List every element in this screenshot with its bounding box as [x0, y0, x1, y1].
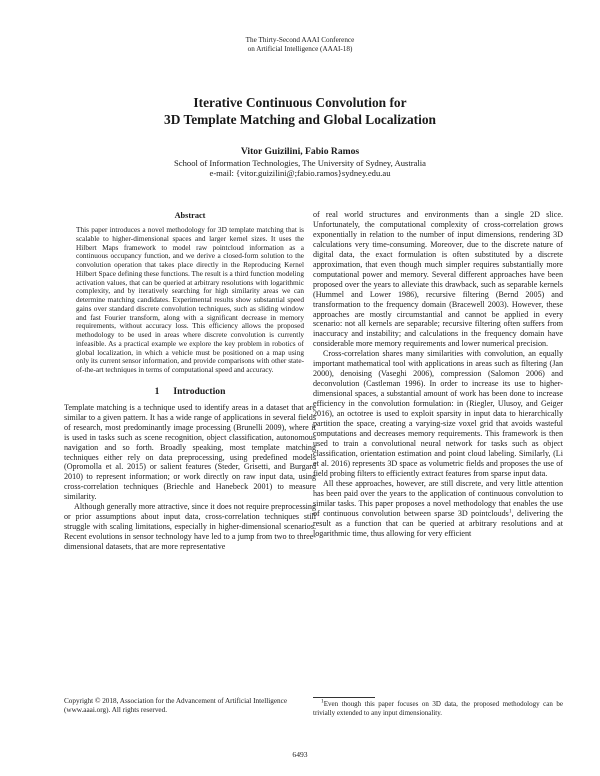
intro-paragraph-1: Template matching is a technique used to identify areas in a dataset that are similar to a given pattern. It has a wide range of applications in several fields of research, most predominantly image processing (Brunelli 2009), where it is used in tasks such as scene recognition, object classification, autonomous navigation and so forth. Broadly speaking, most template matching techniques either rely on data preprocessing, using predefined models (Opromolla et al. 2015) or salient features (Steder, Grisetti, and Burgard 2010) to represent information; or work directly on raw input data, using cross-correlation techniques (Briechle and Hanebeck 2001) to measure similarity. [64, 402, 316, 502]
right-paragraph-2: Cross-correlation shares many similarities with convolution, an equally important mathematical tool with applications in areas such as filtering (Jan 2000), denoising (Vaseghi 2006), compression (Salomon 2006) and deconvolution (Castleman 1996). In order to increase its use to higher-dimensional spaces, a substantial amount of work has been done to increase efficiency in the convolution formulation: in (Riegler, Ulusoy, and Geiger 2016), an octotree is used to exploit sparsity in input data to hierarchically partition the space, creating a varying-size voxel grid that avoids wasteful computations and decreases memory requirements. This framework is then used to train a convolutional neural network for tasks such as object classification, orientation estimation and point cloud labeling. Similarly, (Li et al. 2016) represents 3D space as volumetric fields and proposes the use of field probing filters to efficiently extract features from sparse input data. [313, 349, 563, 478]
footnote-marker[interactable]: 1 [508, 507, 512, 514]
p3-text-after: , delivering the result as a function that can be queried at arbitrary resolutions and at logarithmic time, thus allowing for very efficient [313, 508, 563, 538]
intro-paragraph-2: Although generally more attractive, since it does not require preprocessing or prior assumptions about input data, cross-correlation techniques still struggle with scaling limitations, especially in higher-dimensional scenarios. Recent evolutions in sensor technology have led to a jump from two to three-dimensional datasets, that are more representative [64, 502, 316, 552]
footnote-text: Even though this paper focuses on 3D data, the proposed methodology can be trivially extended to any input dimensionality. [313, 700, 563, 717]
section-number: 1 [154, 385, 160, 397]
paper-title [0, 95, 600, 128]
footnote-number: 1 [321, 698, 324, 705]
title-line-1: Iterative Continuous Convolution for [193, 95, 407, 110]
section-title: Introduction [173, 385, 226, 397]
conference-line-1: The Thirty-Second AAAI Conference [245, 36, 355, 44]
left-column [64, 211, 316, 552]
page-number: 6493 [292, 750, 308, 759]
right-paragraph-1: of real world structures and environments than a single 2D slice. Unfortunately, the computational complexity of cross-correlation grows exponentially in relation to the number of input dimensions, rendering 3D calculations very time-consuming. Moreover, due to the discrete nature of digital data, the exact formulation is often substituted by a discrete approximation, that even though much simpler requires substantially more computational power and memory. Several different approaches have been proposed over the years to alleviate this drawback, such as separable kernels (Hummel and Lower 1986), recursive filtering (Bernd 2005) and transformation to the frequency domain (Bracewell 2003). However, these approaches are mostly circumstantial and cannot be applied in every scenario: not all kernels are separable; recursive filtering often suffers from inaccuracy and instability; and calculations in the frequency domain have considerable more memory requirements and lower numerical precision. [313, 210, 563, 349]
affiliation: School of Information Technologies, The University of Sydney, Australia [174, 158, 426, 168]
footnote [313, 700, 563, 718]
right-paragraph-3 [313, 479, 563, 539]
conference-line-2: on Artificial Intelligence (AAAI-18) [247, 44, 353, 53]
authors: Vitor Guizilini, Fabio Ramos [240, 146, 360, 157]
copyright-notice: Copyright © 2018, Association for the Advancement of Artificial Intelligence (www.aaai.org). All rights reserved. [64, 697, 288, 714]
intro-heading [64, 386, 316, 398]
p3-text-before: All these approaches, however, are still discrete, and very little attention has been paid over the years to the application of continuous convolution to similar tasks. This paper proposes a novel methodology that enables the use of continuous convolution between sparse 3D pointclouds [313, 478, 563, 518]
right-column [313, 210, 563, 538]
conference-header [0, 36, 600, 53]
abstract-heading: Abstract [174, 211, 206, 220]
title-line-2: 3D Template Matching and Global Localization [164, 111, 436, 127]
email: e-mail: {vitor.guizilini@;fabio.ramos}sydney.edu.au [209, 168, 391, 179]
abstract-text: This paper introduces a novel methodology for 3D template matching that is scalable to higher-dimensional spaces and larger kernel sizes. It uses the Hilbert Maps framework to model raw pointcloud information as a continuous occupancy function, and we derive a closed-form solution to the convolution operation that takes place directly in the Reproducing Kernel Hilbert Space defining these functions. The result is a third function modeling activation values, that can be queried at arbitrary resolutions with logarithmic complexity, and by iteratively searching for high similarity areas we can determine matching candidates. Experimental results show substantial speed gains over standard discrete convolution techniques, such as sliding window and fast Fourier transform, along with a significant decrease in memory requirements, without accuracy loss. This efficiency allows the proposed methodology to be used in areas where discrete convolution is currently infeasible. As a practical example we explore the key problem in robotics of global localization, in which a vehicle must be positioned on a map using only its current sensor information, and provide comparisons with other state-of-the-art techniques in terms of computational speed and accuracy. [76, 225, 304, 374]
affiliation-block [0, 158, 600, 179]
